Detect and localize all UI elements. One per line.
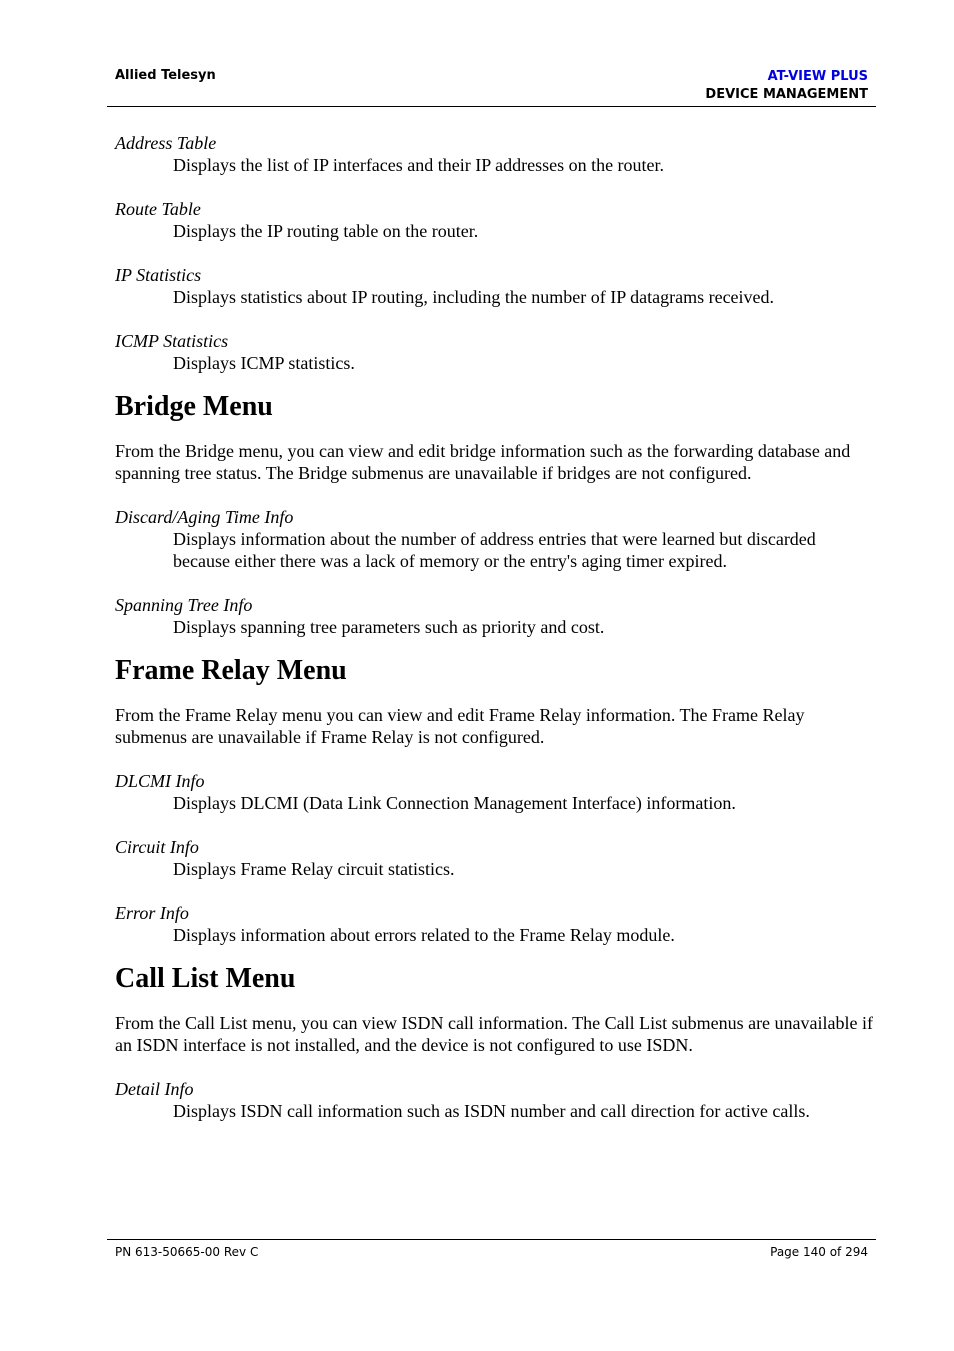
definition-term: Discard/Aging Time Info [115,507,294,527]
definition-desc: Displays ICMP statistics. [173,353,355,373]
header-right [705,68,868,104]
definition-desc: Displays ISDN call information such as ISDN number and call direction for active calls. [173,1101,810,1121]
definition-item [115,770,875,814]
footer-rule [107,1239,876,1240]
definition-term: Address Table [115,133,217,153]
definition-item [115,506,875,572]
footer-part-number: PN 613-50665-00 Rev C [115,1245,259,1259]
definition-desc: Displays DLCMI (Data Link Connection Management Interface) information. [173,793,736,813]
header-product: AT-VIEW PLUS [767,69,868,84]
definition-desc: Displays spanning tree parameters such as priority and cost. [173,617,605,637]
definition-desc: Displays the IP routing table on the router. [173,221,479,241]
definition-item [115,594,875,638]
definition-term: Error Info [115,903,189,923]
header-section: DEVICE MANAGEMENT [705,87,868,102]
definition-item [115,264,875,308]
main-content [115,132,875,1144]
definition-item [115,132,875,176]
section-title-bridge: Bridge Menu [115,391,273,422]
definition-item [115,330,875,374]
definition-desc: Displays statistics about IP routing, including the number of IP datagrams received. [173,287,775,307]
definition-term: Route Table [115,199,201,219]
definition-item [115,902,875,946]
definition-desc: Displays Frame Relay circuit statistics. [173,859,455,879]
section-title-frame-relay: Frame Relay Menu [115,655,347,686]
definition-term: ICMP Statistics [115,331,229,351]
header-company: Allied Telesyn [115,68,216,83]
header-rule [107,106,876,107]
definition-desc: Displays information about errors related to the Frame Relay module. [173,925,675,945]
definition-item [115,1078,875,1122]
footer-page-number: Page 140 of 294 [770,1245,868,1259]
definition-desc: Displays the list of IP interfaces and their IP addresses on the router. [173,155,665,175]
section-intro-frame-relay: From the Frame Relay menu you can view and edit Frame Relay information. The Frame Relay submenus are unavailable if Frame Relay is not configured. [115,705,805,747]
definition-term: Detail Info [115,1079,194,1099]
definition-term: DLCMI Info [115,771,205,791]
definition-item [115,198,875,242]
section-title-call-list: Call List Menu [115,963,296,994]
definition-desc: Displays information about the number of address entries that were learned but discarded because either there was a lack of memory or the entry's aging timer expired. [173,529,816,571]
definition-term: Spanning Tree Info [115,595,253,615]
definition-term: Circuit Info [115,837,199,857]
section-intro-call-list: From the Call List menu, you can view ISDN call information. The Call List submenus are unavailable if an ISDN interface is not installed, and the device is not configured to use ISDN. [115,1013,874,1055]
definition-item [115,836,875,880]
definition-term: IP Statistics [115,265,202,285]
section-intro-bridge: From the Bridge menu, you can view and edit bridge information such as the forwarding database and spanning tree status. The Bridge submenus are unavailable if bridges are not configured. [115,441,851,483]
